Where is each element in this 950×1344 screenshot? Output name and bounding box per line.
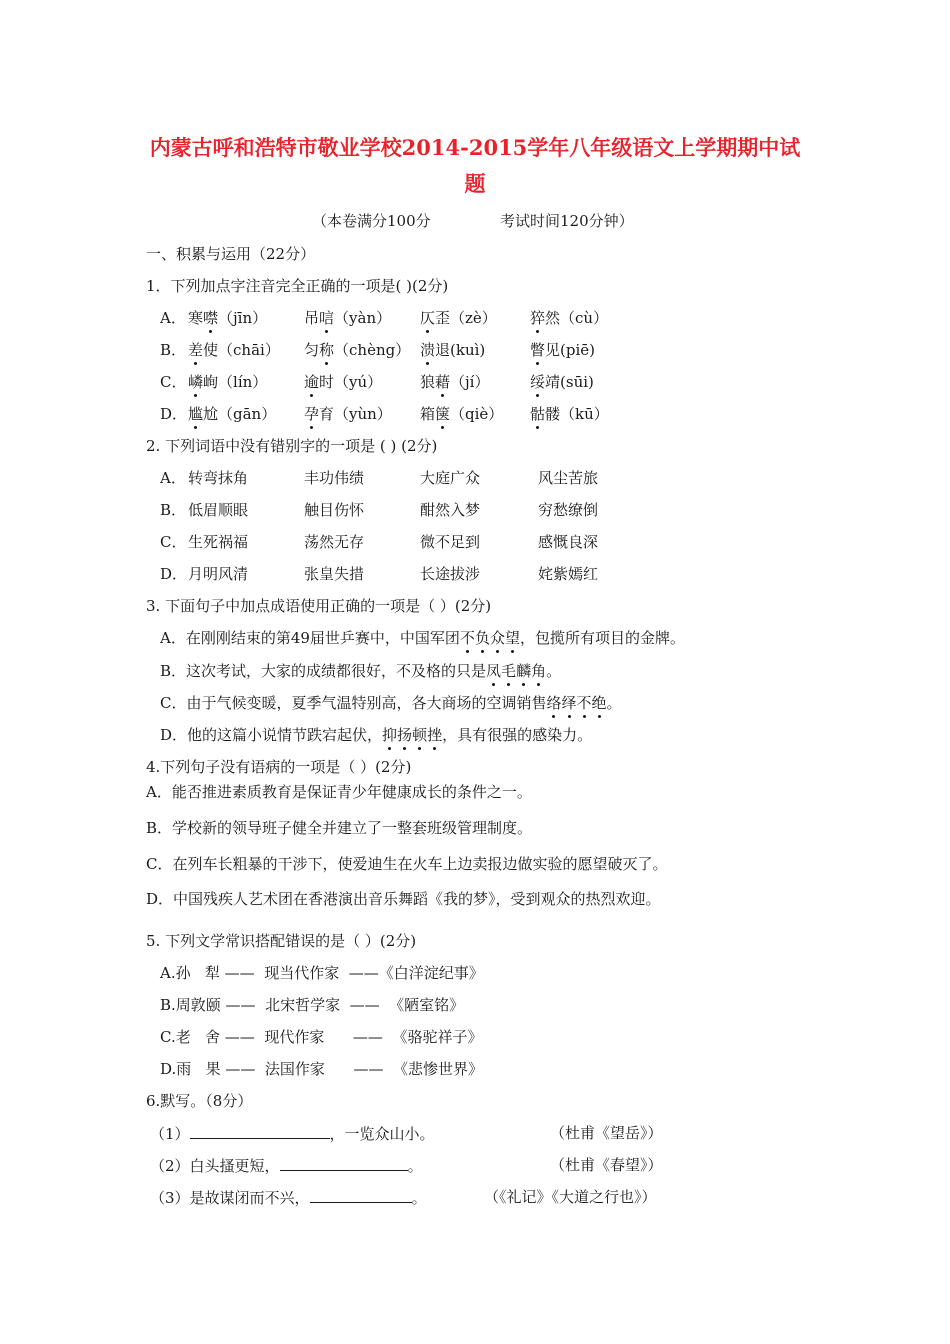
q6-item-after: ，一览众山小。 xyxy=(329,1125,435,1143)
q2-a-item-4: 风尘苦旅 xyxy=(538,469,599,487)
q1-d-item-1: 尴尬（gān） xyxy=(188,405,277,423)
q2-c-item-1: 生死祸福 xyxy=(188,533,249,551)
exam-time-info: 考试时间120分钟） xyxy=(500,212,634,230)
q6-item-1-source: （杜甫《望岳》） xyxy=(550,1124,663,1142)
q1-c-item-4: 绥靖(sūi) xyxy=(530,373,594,391)
q2-a-item-2: 丰功伟绩 xyxy=(304,469,365,487)
q6-item-after: 。 xyxy=(411,1189,427,1207)
q1-d-item-3: 箱箧（qiè） xyxy=(420,405,504,423)
q6-item-num: （3） xyxy=(150,1189,190,1207)
q3-c-idiom: 络绎不绝 xyxy=(546,694,607,712)
q2-d-item-1: 月明风清 xyxy=(188,565,249,583)
exam-title-line1: 内蒙古呼和浩特市敬业学校2014-2015学年八年级语文上学期期中试 xyxy=(149,135,801,160)
option-label: B． xyxy=(160,501,187,519)
q6-item-num: （2） xyxy=(150,1157,190,1175)
q4-option-a: A．能否推进素质教育是保证青少年健康成长的条件之一。 xyxy=(146,783,532,801)
q1-c-item-1: 嶙峋（lín） xyxy=(188,373,268,391)
q2-b-item-1: 低眉顺眼 xyxy=(188,501,249,519)
answer-blank[interactable] xyxy=(190,1122,330,1139)
q3-d-post: ，具有很强的感染力。 xyxy=(442,726,593,744)
q1-a-item-4: 猝然（cù） xyxy=(530,309,609,327)
option-label: A． xyxy=(160,309,186,327)
q5-option-c: C.老 舍 —— 现代作家 —— 《骆驼祥子》 xyxy=(160,1028,483,1046)
q2-d-item-4: 姹紫嫣红 xyxy=(538,565,599,583)
q3-option-a xyxy=(160,627,685,649)
q1-stem: 1．下列加点字注音完全正确的一项是( )(2分) xyxy=(146,277,449,295)
q2-c-item-4: 感慨良深 xyxy=(538,533,599,551)
q6-item-1 xyxy=(150,1122,435,1145)
q5-option-d: D.雨 果 —— 法国作家 —— 《悲惨世界》 xyxy=(160,1060,484,1078)
q3-d-pre: D．他的这篇小说情节跌宕起伏， xyxy=(160,726,383,744)
q3-b-pre: B．这次考试，大家的成绩都很好，不及格的只是 xyxy=(160,662,487,680)
q3-option-c xyxy=(160,692,622,714)
q2-stem: 2. 下列词语中没有错别字的一项是 ( ) (2分) xyxy=(146,437,438,455)
q5-option-a: A.孙 犁 —— 现当代作家 ——《白洋淀纪事》 xyxy=(160,964,484,982)
q6-item-num: （1） xyxy=(150,1125,190,1143)
q3-c-pre: C．由于气候变暖，夏季气温特别高，各大商场的空调销售 xyxy=(160,694,547,712)
answer-blank[interactable] xyxy=(310,1186,412,1203)
q3-a-idiom: 不负众望 xyxy=(459,629,520,647)
q5-option-b: B.周敦颐 —— 北宋哲学家 —— 《陋室铭》 xyxy=(160,996,465,1014)
q2-b-item-3: 酣然入梦 xyxy=(420,501,481,519)
q4-option-b: B．学校新的领导班子健全并建立了一整套班级管理制度。 xyxy=(146,819,533,837)
answer-blank[interactable] xyxy=(280,1154,408,1171)
q3-option-d xyxy=(160,724,592,746)
q6-item-3-source: （《礼记》《大道之行也》） xyxy=(484,1188,657,1206)
q4-stem: 4.下列句子没有语病的一项是（ ）(2分) xyxy=(146,758,412,776)
q1-a-item-3: 仄歪（zè） xyxy=(420,309,497,327)
q3-a-pre: A．在刚刚结束的第49届世乒赛中，中国军团 xyxy=(160,629,460,647)
q3-stem: 3. 下面句子中加点成语使用正确的一项是（ ）(2分) xyxy=(146,597,492,615)
option-label: B． xyxy=(160,341,187,359)
q1-b-item-1: 差使（chāi） xyxy=(188,341,280,359)
q1-b-item-4: 瞥见(piē) xyxy=(530,341,595,359)
q1-b-item-3: 溃退(kuì) xyxy=(420,341,486,359)
q3-c-post: 。 xyxy=(606,694,622,712)
q3-b-post: 。 xyxy=(546,662,562,680)
q1-c-item-2: 逾时（yú） xyxy=(304,373,383,391)
q1-c-item-3: 狼藉（jí） xyxy=(420,373,490,391)
option-label: D． xyxy=(160,405,188,423)
q2-c-item-3: 微不足到 xyxy=(420,533,481,551)
q1-d-item-4: 骷髅（kū） xyxy=(530,405,609,423)
q1-b-item-2: 匀称（chèng） xyxy=(304,341,411,359)
q1-a-item-1: 寒噤（jīn） xyxy=(188,309,268,327)
q2-a-item-3: 大庭广众 xyxy=(420,469,481,487)
exam-score-info: （本卷满分100分 xyxy=(312,212,431,230)
q6-stem: 6.默写。（8分） xyxy=(146,1092,253,1110)
section1-heading: 一、积累与运用（22分） xyxy=(146,245,316,263)
q1-a-item-2: 吊唁（yàn） xyxy=(304,309,392,327)
q2-a-item-1: 转弯抹角 xyxy=(188,469,249,487)
q6-item-after: 。 xyxy=(407,1157,423,1175)
q1-d-item-2: 孕育（yùn） xyxy=(304,405,392,423)
q2-b-item-2: 触目伤怀 xyxy=(304,501,365,519)
q6-item-before: 是故谋闭而不兴， xyxy=(189,1189,310,1207)
exam-title-line2: 题 xyxy=(464,171,486,196)
q5-stem: 5. 下列文学常识搭配错误的是（ ）(2分) xyxy=(146,932,417,950)
q6-item-before: 白头搔更短， xyxy=(189,1157,280,1175)
q6-item-3 xyxy=(150,1186,427,1209)
q6-item-2-source: （杜甫《春望》） xyxy=(550,1156,663,1174)
q3-option-b xyxy=(160,660,561,682)
q3-a-post: ，包揽所有项目的金牌。 xyxy=(519,629,685,647)
q3-b-idiom: 凤毛麟角 xyxy=(486,662,547,680)
q2-d-item-3: 长途拔涉 xyxy=(420,565,481,583)
q4-option-c: C．在列车长粗暴的干涉下，使爱迪生在火车上边卖报边做实验的愿望破灭了。 xyxy=(146,855,668,873)
q6-item-2 xyxy=(150,1154,423,1177)
option-label: A． xyxy=(160,469,186,487)
option-label: C． xyxy=(160,373,187,391)
q2-c-item-2: 荡然无存 xyxy=(304,533,365,551)
q3-d-idiom: 抑扬顿挫 xyxy=(382,726,443,744)
q2-d-item-2: 张皇失措 xyxy=(304,565,365,583)
option-label: C． xyxy=(160,533,187,551)
q2-b-item-4: 穷愁缭倒 xyxy=(538,501,599,519)
q4-option-d: D．中国残疾人艺术团在香港演出音乐舞蹈《我的梦》，受到观众的热烈欢迎。 xyxy=(146,890,661,908)
option-label: D． xyxy=(160,565,188,583)
